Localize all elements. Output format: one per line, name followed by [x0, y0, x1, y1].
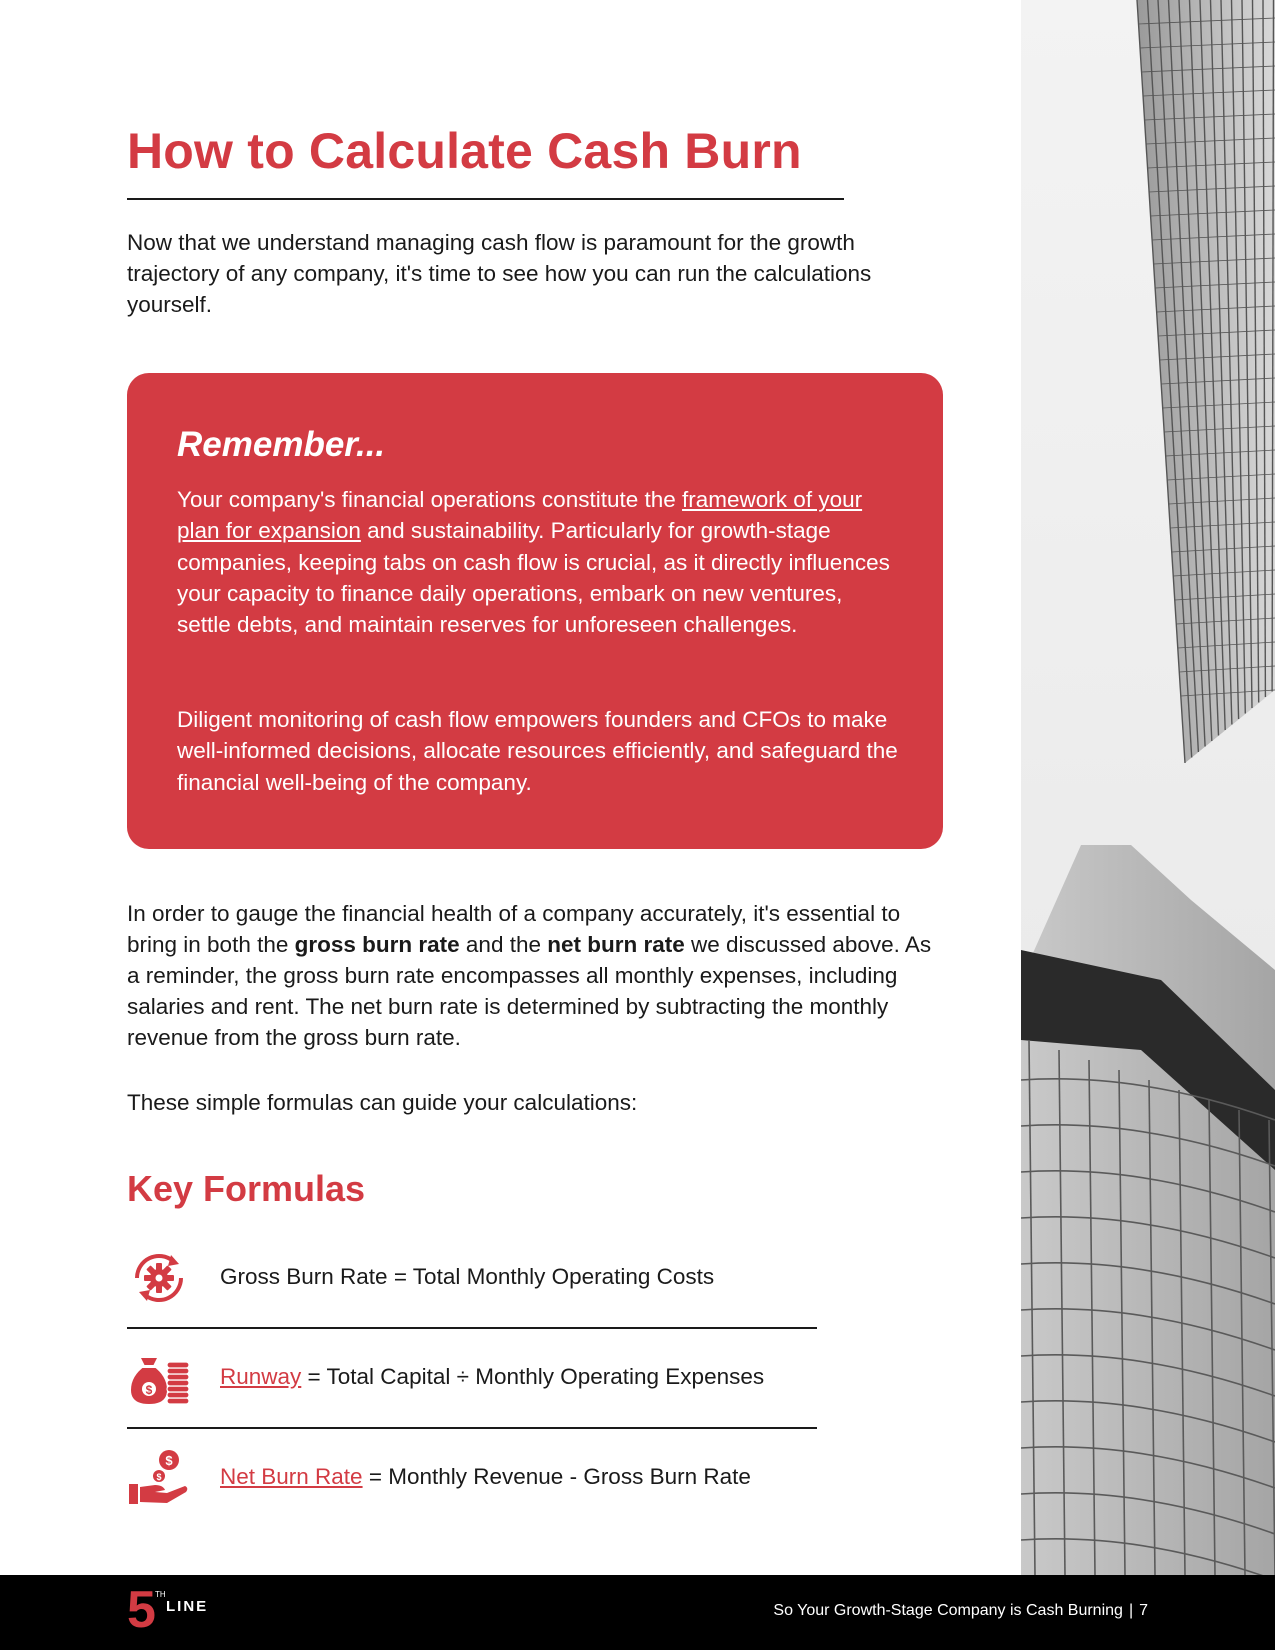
formula-net-burn-rate [127, 1446, 817, 1506]
formula-runway [127, 1346, 817, 1406]
formulas-intro: These simple formulas can guide your calculations: [127, 1090, 638, 1115]
logo-superscript: TH [155, 1590, 166, 1599]
logo-wordmark: LINE [166, 1598, 209, 1615]
callout-text-before: Your company's financial operations constitute the [177, 487, 683, 512]
gear-cycle-icon [127, 1246, 191, 1310]
formula-divider [127, 1427, 817, 1429]
hand-coin-icon [127, 1446, 191, 1510]
formula-divider [127, 1327, 817, 1329]
gross-burn-rate-bold: gross burn rate [294, 932, 460, 957]
callout-text-after: and sustainability. Particularly for growth-stage companies, keeping tabs on cash flow is crucial, as it directly influences your capacity to finance daily operations, embark on new ventures, settle debts, and maintain reserves for unforeseen challenges. [177, 518, 890, 638]
framework-link[interactable]: framework of your plan for expansion [177, 487, 863, 544]
footer-separator: | [1128, 1602, 1134, 1619]
net-burn-rate-link[interactable]: Net Burn Rate [220, 1464, 363, 1489]
svg-text:$: $ [156, 1472, 162, 1482]
key-formulas-heading: Key Formulas [127, 1168, 366, 1209]
runway-link[interactable]: Runway [220, 1364, 302, 1389]
svg-text:$: $ [165, 1453, 173, 1468]
callout-title: Remember... [177, 425, 386, 464]
document-title: So Your Growth-Stage Company is Cash Burning [773, 1602, 1123, 1619]
logo-number: 5 [127, 1581, 156, 1639]
formula-1-text: Gross Burn Rate = Total Monthly Operating Costs [220, 1264, 715, 1289]
burn-rate-paragraph [127, 898, 947, 1053]
burn-text-b: and the [459, 932, 548, 957]
burn-text-a: In order to gauge the financial health of a company accurately, it's essential to bring in both the [127, 901, 901, 957]
money-bag-coins-icon [127, 1346, 191, 1410]
formula-3-text: = Monthly Revenue - Gross Burn Rate [362, 1464, 751, 1489]
formula-2-text: = Total Capital ÷ Monthly Operating Expenses [301, 1364, 765, 1389]
formula-gross-burn-rate [127, 1246, 817, 1306]
remember-callout [127, 373, 943, 849]
callout-paragraph-2: Diligent monitoring of cash flow empowers founders and CFOs to make well-informed decisions, allocate resources efficiently, and safeguard the financial well-being of the company. [177, 707, 898, 795]
burn-text-c: we discussed above. As a reminder, the gross burn rate encompasses all monthly expenses, including salaries and rent. The net burn rate is determined by subtracting the monthly revenue from the gross burn rate. [127, 932, 932, 1050]
page-number: 7 [1139, 1602, 1148, 1619]
footer-bar [0, 1575, 1275, 1650]
intro-paragraph: Now that we understand managing cash flow is paramount for the growth trajectory of any company, it's time to see how you can run the calculations yourself. [127, 230, 872, 317]
footer-title [773, 1602, 1148, 1620]
svg-text:$: $ [145, 1383, 153, 1397]
formula-text [220, 1364, 764, 1390]
net-burn-rate-bold: net burn rate [547, 932, 685, 957]
formula-text [220, 1464, 751, 1490]
title-divider [127, 198, 844, 200]
page-title: How to Calculate Cash Burn [127, 123, 802, 179]
skyscraper-photo [1021, 0, 1275, 1575]
formula-text [220, 1264, 714, 1290]
callout-paragraph-1 [177, 484, 902, 640]
